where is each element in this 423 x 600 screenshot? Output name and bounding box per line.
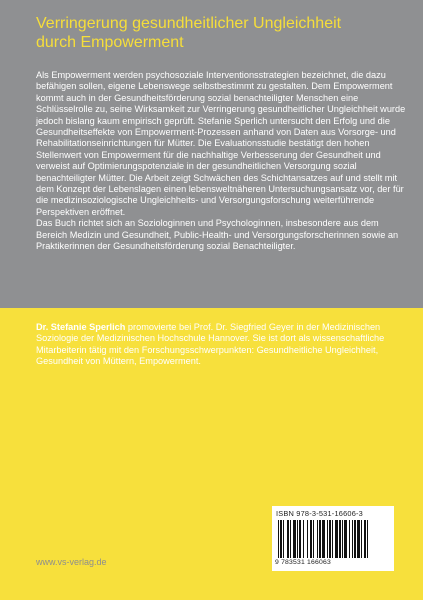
barcode-bar bbox=[280, 520, 282, 558]
barcode-bar bbox=[299, 520, 301, 558]
barcode-bar bbox=[317, 520, 318, 558]
title-line-2: durch Empowerment bbox=[36, 34, 184, 51]
barcode-bar bbox=[313, 520, 314, 558]
barcode-bar bbox=[352, 520, 353, 558]
barcode-bar bbox=[364, 520, 366, 558]
barcode-bar bbox=[319, 520, 321, 558]
barcode-bar bbox=[344, 520, 347, 558]
title-line-1: Verringerung gesundheitlicher Ungleichheit bbox=[36, 15, 342, 32]
barcode-bar bbox=[283, 520, 284, 558]
barcode-bar bbox=[322, 520, 325, 558]
barcode-bar bbox=[357, 520, 360, 558]
author-bio bbox=[36, 322, 406, 368]
barcode-bar bbox=[290, 520, 291, 558]
barcode-bar bbox=[329, 520, 331, 558]
barcode-bar bbox=[335, 520, 338, 558]
barcode-bar bbox=[293, 520, 296, 558]
barcode-bar bbox=[339, 520, 341, 558]
barcode-bar bbox=[354, 520, 356, 558]
barcode-bar bbox=[367, 520, 368, 558]
blurb-paragraph-2: Das Buch richtet sich an Soziologinnen und Psychologinnen, insbesondere aus dem Bereich Medizin und Gesundheit, Public-Health- und Versorgungsforscherinnen sowie an Praktikerinnen der Gesundheitsförderung sozial Benachteiligter. bbox=[36, 218, 399, 252]
isbn-barcode-block bbox=[272, 506, 394, 571]
author-bio-text: promovierte bei Prof. Dr. Siegfried Geyer in der Medizinischen Soziologie der Medizinischen Hochschule Hannover. Sie ist dort als wissenschaftliche Mitarbeiterin tätig mit den Forschungsschwerpunkten: Gesundheitliche Ungleichheit, Gesundheit von Müttern, Empowerment. bbox=[36, 322, 385, 367]
barcode-bar bbox=[297, 520, 298, 558]
barcode-bar bbox=[287, 520, 289, 558]
barcode-bar bbox=[361, 520, 362, 558]
barcode-bar bbox=[332, 520, 333, 558]
barcode-bar bbox=[342, 520, 343, 558]
book-title bbox=[36, 14, 406, 52]
blurb bbox=[36, 70, 406, 253]
isbn-label: ISBN 978-3-531-16606-3 bbox=[276, 509, 363, 518]
barcode-digits: 9 783531 166063 bbox=[275, 559, 331, 566]
barcode-bar bbox=[310, 520, 312, 558]
barcode-bar bbox=[349, 520, 350, 558]
blurb-paragraph-1: Als Empowerment werden psychosoziale Interventionsstrategien bezeichnet, die dazu befähigen sollen, eigene Lebenswege selbstbestimmt zu gestalten. Dem Empowerment kommt auch in der Gesundheitsförderung sozial benachteiligter Menschen eine Schlüsselrolle zu, seine Wirksamkeit zur Verringerung gesundheitlicher Ungleichheit wurde jedoch bislang kaum empirisch geprüft. Stefanie Sperlich untersucht den Erfolg und die Gesundheitseffekte von Empowerment-Prozessen anhand von Daten aus Vorsorge- und Rehabilitationseinrichtungen für Mütter. Die Evaluationsstudie bestätigt den hohen Stellenwert von Empowerment für die nachhaltige Verbesserung der Gesundheit und verweist auf Optimierungspotenziale in der gesundheitlichen Versorgung sozial benachteiligter Mütter. Die Arbeit zeigt Schwächen des Schichtansatzes auf und stellt mit dem Konzept der Lebenslagen einen lebensweltnäheren Untersuchungsansatz vor, der für die medizinsoziologische Ungleichheits- und Versorgungsforschung weiterführende Perspektiven eröffnet. bbox=[36, 70, 406, 217]
barcode-bar bbox=[307, 520, 308, 558]
barcode-bar bbox=[303, 520, 304, 558]
barcode-graphic bbox=[277, 520, 389, 558]
barcode-bar bbox=[327, 520, 328, 558]
author-name: Dr. Stefanie Sperlich bbox=[36, 322, 126, 332]
publisher-url: www.vs-verlag.de bbox=[36, 557, 107, 567]
barcode-bar bbox=[278, 520, 279, 558]
